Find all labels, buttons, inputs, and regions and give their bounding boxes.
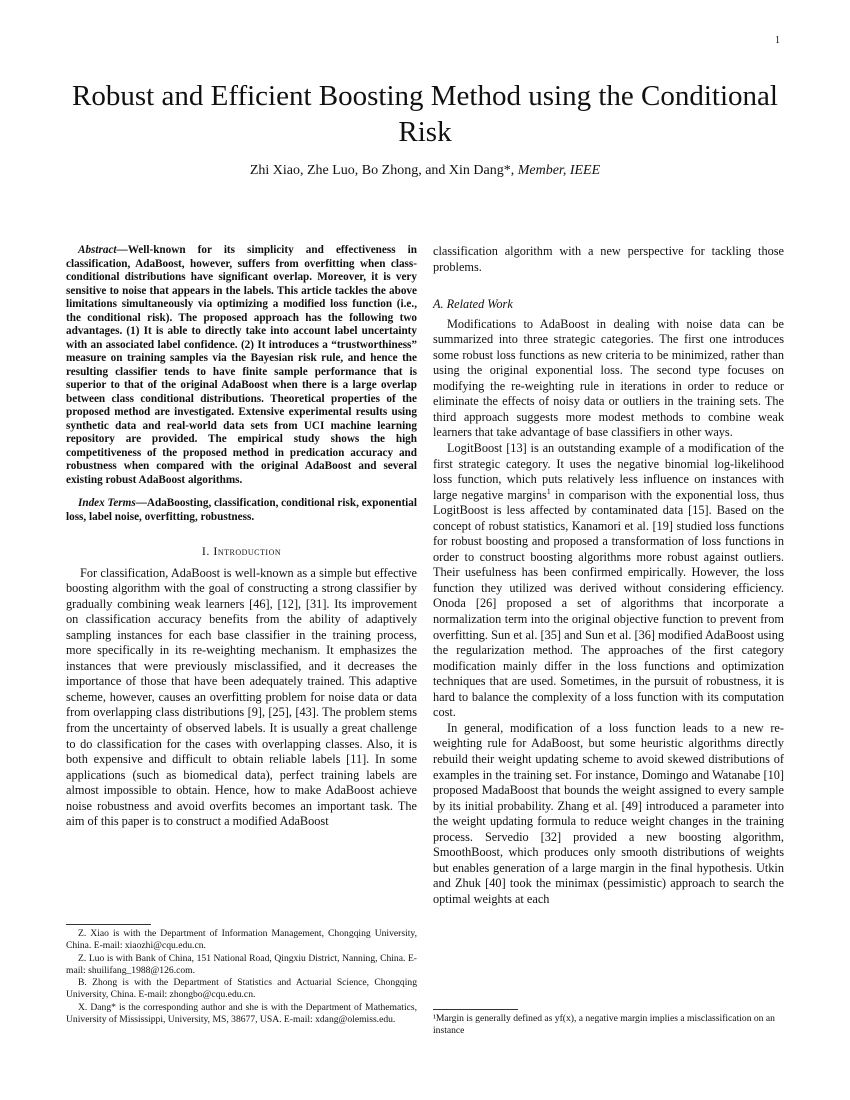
intro-paragraph: For classification, AdaBoost is well-known as a simple but effective boosting algorithm with the goal of constructing a strong classifier by gradually combining weak learners [46], [12], [31]. Its improvement on classification accuracy benefits from the ability of adaptively sampling instances for each base classifier in the training process, more specifically in its re-weighting mechanism. It emphasizes the instances that were previously misclassified, and it decreases the importance of those that have been adequately trained. This adaptive scheme, however, causes an overfitting problem for noise data or data from overlapping class distributions [9], [25], [43]. The problem stems from the uncertainty of observed labels. It is usually a great challenge to do classification for the cases with overlapping classes. Also, it is both expensive and difficult to obtain reliable labels [11]. In some applications (such as biomedical data), perfect training labels are almost impossible to obtain. Hence, how to make AdaBoost achieve noise robustness and avoid overfits becomes an important task. The aim of this paper is to construct a modified AdaBoost	[66, 565, 417, 829]
author-membership: Member, IEEE	[517, 163, 601, 178]
footnote-rule-right	[433, 1009, 518, 1010]
subsection-heading-related-work: A. Related Work	[433, 297, 513, 312]
index-terms-label: Index Terms	[78, 497, 136, 509]
abstract-label: Abstract	[78, 244, 117, 256]
related-work-paragraph-1: Modifications to AdaBoost in dealing with noise data can be summarized into three strategic categories. The first one introduces some robust loss functions as new criteria to be minimized, rather than using the original exponential loss. The second type focuses on modifying the re-weighting rule in iterations in order to reduce or eliminate the effects of noisy data or outliers in the training sets. The third approach suggests more modest methods to combine weak learners that take advantage of base classifiers in other ways.	[433, 316, 784, 440]
related-work-paragraph-2	[433, 441, 784, 721]
index-terms-text: —AdaBoosting, classification, conditional risk, exponential loss, label noise, overfitting, robustness.	[66, 497, 417, 523]
author-names: Zhi Xiao, Zhe Luo, Bo Zhong, and Xin Dang*,	[249, 163, 515, 178]
index-terms	[66, 497, 417, 524]
abstract-text: —Well-known for its simplicity and effectiveness in classification, AdaBoost, however, suffers from overfitting when class-conditional distributions have significant overlap. Moreover, it is very sensitive to noise that appears in the labels. This article tackles the above limitations simultaneously via optimizing a modified loss function (i.e., the conditional risk). The proposed approach has the following two advantages. (1) It is able to directly take into account label uncertainty with an associated label confidence. (2) It introduces a “trustworthiness” measure on training samples via the Bayesian risk rule, and hence the resulting classifier tends to have finite sample performance that is superior to that of the original AdaBoost when there is a large overlap between class conditional distributions. Theoretical properties of the proposed method are investigated. Extensive experimental results using synthetic data and real-world data sets from UCI machine learning repository are provided. The empirical study shows the high competitiveness of the proposed method in predication accuracy and robustness when compared with the original AdaBoost and several existing robust AdaBoost algorithms.	[66, 244, 417, 486]
abstract	[66, 244, 417, 487]
page-number: 1	[775, 35, 780, 46]
right-column	[433, 244, 784, 907]
footnote-rule-left	[66, 924, 151, 925]
footnote-author-2: Z. Luo is with Bank of China, 151 National Road, Qingxiu District, Nanning, China. E-mail: shuilifang_1988@126.com.	[66, 952, 417, 976]
left-column	[66, 244, 417, 830]
related-work-paragraph-3: In general, modification of a loss function leads to a new re-weighting rule for AdaBoost, but some heuristic algorithms directly rebuild their weight updating scheme to avoid skewed distributions of examples in the training set. For instance, Domingo and Watanabe [10] proposed MadaBoost that bounds the weight assigned to every sample by its initial probability. Zhang et al. [49] introduced a parameter into the weight updating formula to reduce weight changes in the training process. Servedio [32] provided a new boosting algorithm, SmoothBoost, which produces only smooth distributions of weights but enables generation of a large margin in the final hypothesis. Utkin and Zhuk [40] took the minimax (pessimistic) approach to search the optimal weights at each	[433, 720, 784, 906]
related-p2-part-a: LogitBoost [13] is an outstanding example of a modification of the first strategic category. It uses the negative binomial log-likelihood loss function, which puts relatively less influence on instances with large negative margins	[433, 441, 784, 502]
authors-line	[60, 163, 790, 179]
related-p2-part-b: in comparison with the exponential loss, thus LogitBoost is less affected by contaminated data [15]. Based on the concept of robust statistics, Kanamori et al. [19] studied loss functions for robust boosting and proposed a transformation of loss functions in order to construct boosting algorithms more robust against outliers. Their usefulness has been confirmed empirically. However, the loss function they utilized was derived without considering efficiency. Onoda [26] proposed a set of algorithms that incorporate a normalization term into the original objective function to prevent from overfitting. Sun et al. [35] and Sun et al. [36] modified AdaBoost using the regularization method. The approaches of the first category modification mainly differ in the loss functions and optimization techniques that are used. Sometimes, in the pursuit of robustness, it is hard to balance the complexity of a loss function with its computation cost.	[433, 487, 784, 720]
author-footnotes	[66, 928, 417, 1026]
section-heading-introduction: I. Introduction	[201, 544, 282, 558]
intro-continuation: classification algorithm with a new perspective for tackling those problems.	[433, 244, 784, 274]
paper-title: Robust and Efficient Boosting Method using the Conditional Risk	[72, 80, 778, 148]
footnote-author-4: X. Dang* is the corresponding author and she is with the Department of Mathematics, University of Mississippi, University, MS, 38677, USA. E-mail: xdang@olemiss.edu.	[66, 1001, 417, 1026]
footnote-marker: 1	[546, 486, 551, 496]
footnote-author-3: B. Zhong is with the Department of Statistics and Actuarial Science, Chongqing University, China. E-mail: zhongbo@cqu.edu.cn.	[66, 977, 417, 1001]
margin-footnote: ¹Margin is generally defined as yf(x), a negative margin implies a misclassification on an instance	[433, 1013, 775, 1037]
footnote-author-1: Z. Xiao is with the Department of Information Management, Chongqing University, China. E-mail: xiaozhi@cqu.edu.cn.	[66, 928, 417, 952]
